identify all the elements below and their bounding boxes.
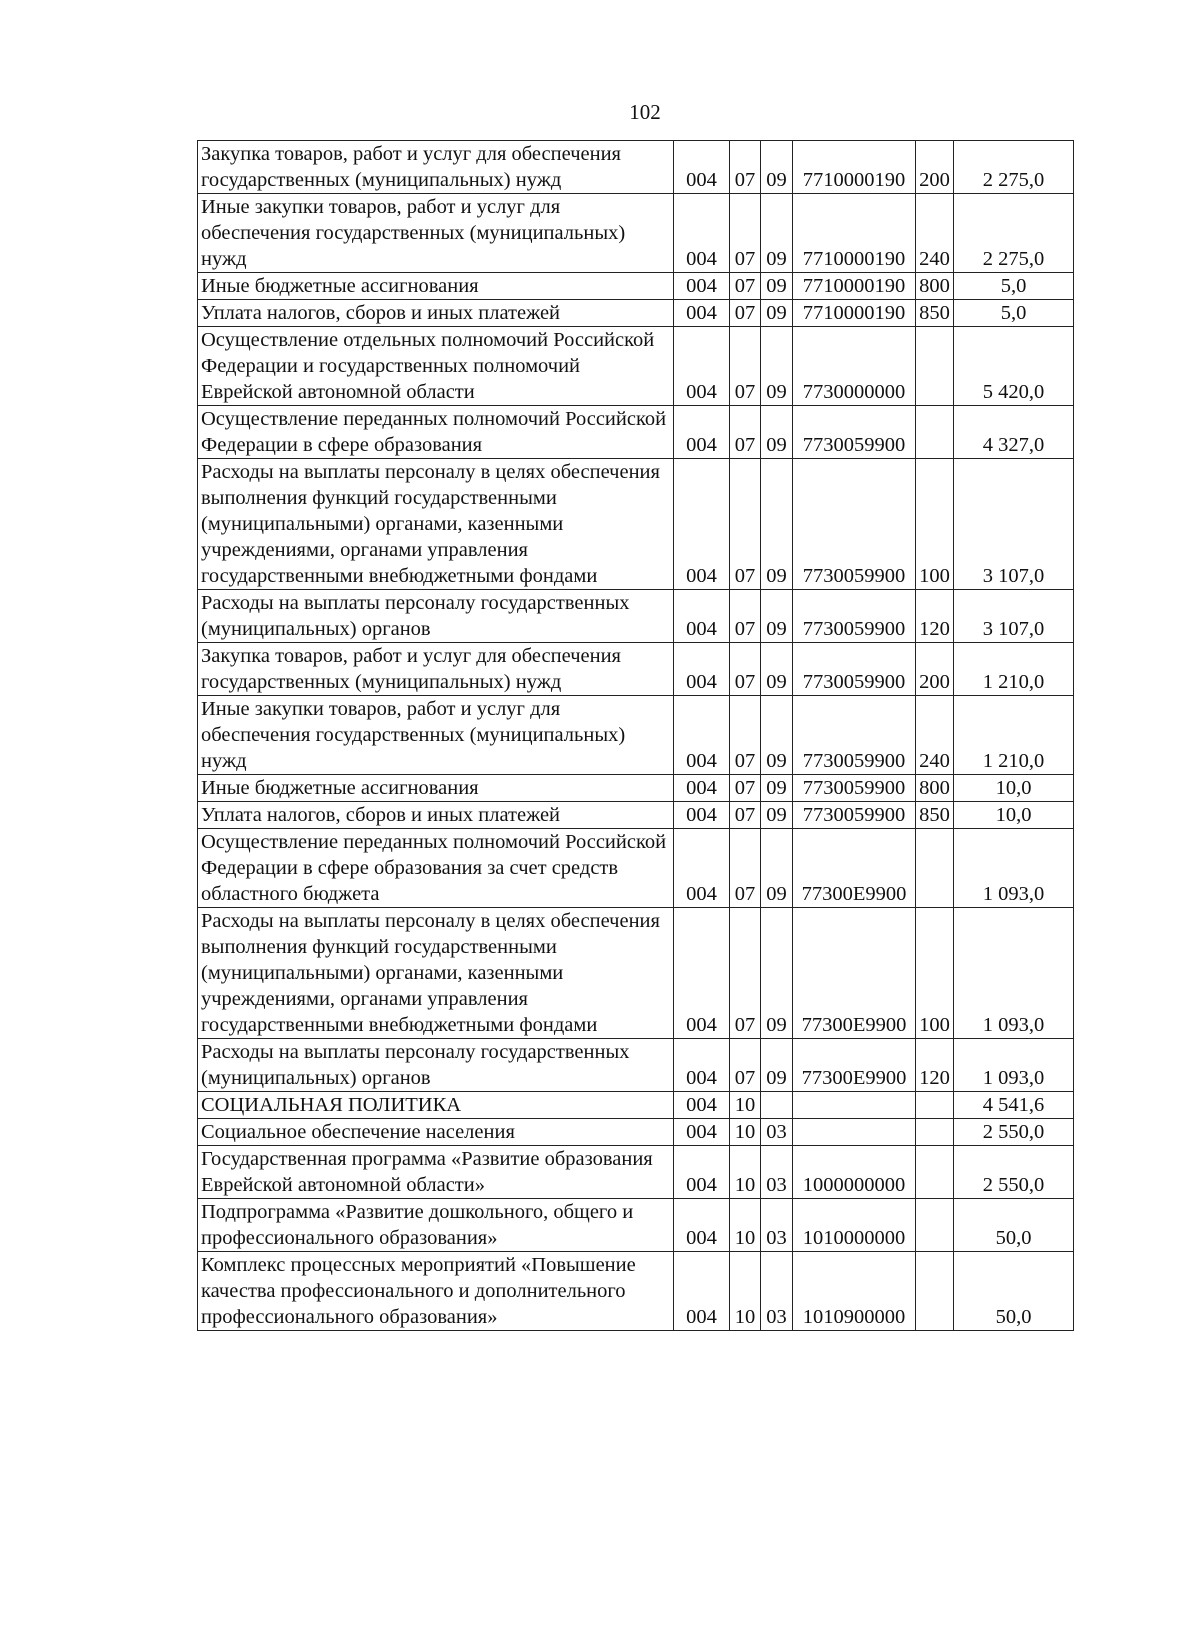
department-code-cell: 004 [674,802,730,829]
department-code-cell: 004 [674,643,730,696]
department-code-cell: 004 [674,406,730,459]
expense-type-cell: 800 [916,775,954,802]
section-code-cell: 10 [730,1092,761,1119]
expense-type-cell: 100 [916,908,954,1039]
expense-type-cell: 800 [916,273,954,300]
amount-cell: 10,0 [954,775,1074,802]
target-article-cell: 7730059900 [793,459,916,590]
expense-type-cell [916,1199,954,1252]
expense-name-cell: Осуществление переданных полномочий Российской Федерации в сфере образования [198,406,674,459]
expense-type-cell: 240 [916,696,954,775]
expense-type-cell [916,1092,954,1119]
department-code-cell: 004 [674,141,730,194]
subsection-code-cell: 09 [761,459,793,590]
expense-name-cell: Расходы на выплаты персоналу государственных (муниципальных) органов [198,1039,674,1092]
department-code-cell: 004 [674,459,730,590]
expense-name-cell: Расходы на выплаты персоналу в целях обеспечения выполнения функций государственными (муниципальными) органами, казенными учреждениями, органами управления государственными внебюджетными фондами [198,459,674,590]
expense-type-cell: 200 [916,643,954,696]
page-number: 102 [629,100,661,124]
table-row [198,1199,1074,1252]
table-row [198,643,1074,696]
expense-name-cell: Уплата налогов, сборов и иных платежей [198,802,674,829]
subsection-code-cell [761,1092,793,1119]
table-row [198,1119,1074,1146]
amount-cell: 2 275,0 [954,194,1074,273]
subsection-code-cell: 09 [761,802,793,829]
table-row [198,194,1074,273]
section-code-cell: 07 [730,590,761,643]
expense-name-cell: Социальное обеспечение населения [198,1119,674,1146]
table-row [198,1092,1074,1119]
amount-cell: 2 275,0 [954,141,1074,194]
target-article-cell: 1000000000 [793,1146,916,1199]
target-article-cell: 7730059900 [793,590,916,643]
expense-name-cell: Расходы на выплаты персоналу в целях обеспечения выполнения функций государственными (муниципальными) органами, казенными учреждениями, органами управления государственными внебюджетными фондами [198,908,674,1039]
amount-cell: 3 107,0 [954,459,1074,590]
section-code-cell: 07 [730,194,761,273]
expense-type-cell: 850 [916,300,954,327]
expense-name-cell: Иные бюджетные ассигнования [198,775,674,802]
expense-name-cell: Осуществление переданных полномочий Российской Федерации в сфере образования за счет средств областного бюджета [198,829,674,908]
target-article-cell: 1010900000 [793,1252,916,1331]
section-code-cell: 10 [730,1199,761,1252]
table-row [198,1252,1074,1331]
department-code-cell: 004 [674,1146,730,1199]
table-row [198,829,1074,908]
table-row [198,775,1074,802]
expense-type-cell: 100 [916,459,954,590]
table-row [198,908,1074,1039]
amount-cell: 50,0 [954,1199,1074,1252]
target-article-cell: 7730000000 [793,327,916,406]
expense-name-cell: Уплата налогов, сборов и иных платежей [198,300,674,327]
expense-type-cell [916,1252,954,1331]
amount-cell: 4 541,6 [954,1092,1074,1119]
department-code-cell: 004 [674,590,730,643]
expense-type-cell: 120 [916,590,954,643]
table-row [198,590,1074,643]
table-row [198,1146,1074,1199]
section-code-cell: 10 [730,1146,761,1199]
expense-type-cell [916,829,954,908]
subsection-code-cell: 09 [761,327,793,406]
table-row [198,141,1074,194]
section-code-cell: 07 [730,459,761,590]
expense-type-cell: 240 [916,194,954,273]
subsection-code-cell: 09 [761,908,793,1039]
target-article-cell: 7710000190 [793,141,916,194]
table-row [198,1039,1074,1092]
expense-type-cell [916,1119,954,1146]
section-code-cell: 07 [730,1039,761,1092]
expense-name-cell: Подпрограмма «Развитие дошкольного, общего и профессионального образования» [198,1199,674,1252]
table-row [198,459,1074,590]
department-code-cell: 004 [674,696,730,775]
table-row [198,273,1074,300]
target-article-cell: 1010000000 [793,1199,916,1252]
expense-name-cell: Закупка товаров, работ и услуг для обеспечения государственных (муниципальных) нужд [198,643,674,696]
subsection-code-cell: 09 [761,829,793,908]
amount-cell: 1 210,0 [954,643,1074,696]
department-code-cell: 004 [674,829,730,908]
subsection-code-cell: 09 [761,194,793,273]
subsection-code-cell: 09 [761,775,793,802]
section-code-cell: 07 [730,829,761,908]
subsection-code-cell: 09 [761,300,793,327]
target-article-cell [793,1092,916,1119]
budget-table [197,140,1074,1331]
table-row [198,300,1074,327]
target-article-cell: 7730059900 [793,643,916,696]
amount-cell: 1 093,0 [954,829,1074,908]
subsection-code-cell: 03 [761,1119,793,1146]
expense-name-cell: Расходы на выплаты персоналу государственных (муниципальных) органов [198,590,674,643]
amount-cell: 5,0 [954,300,1074,327]
table-row [198,327,1074,406]
expense-name-cell: Иные закупки товаров, работ и услуг для обеспечения государственных (муниципальных) нужд [198,194,674,273]
amount-cell: 50,0 [954,1252,1074,1331]
target-article-cell [793,1119,916,1146]
subsection-code-cell: 09 [761,406,793,459]
section-code-cell: 07 [730,273,761,300]
section-code-cell: 07 [730,327,761,406]
subsection-code-cell: 09 [761,696,793,775]
section-code-cell: 07 [730,908,761,1039]
subsection-code-cell: 03 [761,1252,793,1331]
expense-name-cell: Иные закупки товаров, работ и услуг для обеспечения государственных (муниципальных) нужд [198,696,674,775]
subsection-code-cell: 09 [761,141,793,194]
budget-table-body [198,141,1074,1331]
expense-name-cell: Иные бюджетные ассигнования [198,273,674,300]
section-code-cell: 07 [730,300,761,327]
section-code-cell: 07 [730,802,761,829]
expense-type-cell: 200 [916,141,954,194]
expense-name-cell: СОЦИАЛЬНАЯ ПОЛИТИКА [198,1092,674,1119]
section-code-cell: 07 [730,643,761,696]
target-article-cell: 7710000190 [793,194,916,273]
amount-cell: 2 550,0 [954,1119,1074,1146]
department-code-cell: 004 [674,1039,730,1092]
subsection-code-cell: 09 [761,273,793,300]
amount-cell: 1 210,0 [954,696,1074,775]
department-code-cell: 004 [674,1199,730,1252]
subsection-code-cell: 09 [761,590,793,643]
amount-cell: 5 420,0 [954,327,1074,406]
department-code-cell: 004 [674,908,730,1039]
department-code-cell: 004 [674,327,730,406]
target-article-cell: 7710000190 [793,300,916,327]
expense-name-cell: Закупка товаров, работ и услуг для обеспечения государственных (муниципальных) нужд [198,141,674,194]
section-code-cell: 10 [730,1252,761,1331]
target-article-cell: 7730059900 [793,406,916,459]
expense-type-cell [916,1146,954,1199]
amount-cell: 3 107,0 [954,590,1074,643]
section-code-cell: 10 [730,1119,761,1146]
amount-cell: 5,0 [954,273,1074,300]
table-row [198,802,1074,829]
subsection-code-cell: 09 [761,643,793,696]
expense-type-cell: 120 [916,1039,954,1092]
target-article-cell: 77300Е9900 [793,1039,916,1092]
expense-type-cell [916,406,954,459]
department-code-cell: 004 [674,1252,730,1331]
table-row [198,406,1074,459]
expense-name-cell: Государственная программа «Развитие образования Еврейской автономной области» [198,1146,674,1199]
department-code-cell: 004 [674,1092,730,1119]
target-article-cell: 7710000190 [793,273,916,300]
target-article-cell: 7730059900 [793,696,916,775]
expense-type-cell [916,327,954,406]
target-article-cell: 7730059900 [793,802,916,829]
section-code-cell: 07 [730,406,761,459]
expense-name-cell: Комплекс процессных мероприятий «Повышение качества профессионального и дополнительного профессионального образования» [198,1252,674,1331]
subsection-code-cell: 09 [761,1039,793,1092]
target-article-cell: 77300Е9900 [793,829,916,908]
amount-cell: 2 550,0 [954,1146,1074,1199]
subsection-code-cell: 03 [761,1146,793,1199]
amount-cell: 1 093,0 [954,908,1074,1039]
amount-cell: 10,0 [954,802,1074,829]
amount-cell: 1 093,0 [954,1039,1074,1092]
expense-name-cell: Осуществление отдельных полномочий Российской Федерации и государственных полномочий Еврейской автономной области [198,327,674,406]
section-code-cell: 07 [730,775,761,802]
section-code-cell: 07 [730,696,761,775]
amount-cell: 4 327,0 [954,406,1074,459]
department-code-cell: 004 [674,775,730,802]
department-code-cell: 004 [674,300,730,327]
target-article-cell: 77300Е9900 [793,908,916,1039]
department-code-cell: 004 [674,273,730,300]
department-code-cell: 004 [674,1119,730,1146]
section-code-cell: 07 [730,141,761,194]
target-article-cell: 7730059900 [793,775,916,802]
subsection-code-cell: 03 [761,1199,793,1252]
department-code-cell: 004 [674,194,730,273]
expense-type-cell: 850 [916,802,954,829]
table-row [198,696,1074,775]
